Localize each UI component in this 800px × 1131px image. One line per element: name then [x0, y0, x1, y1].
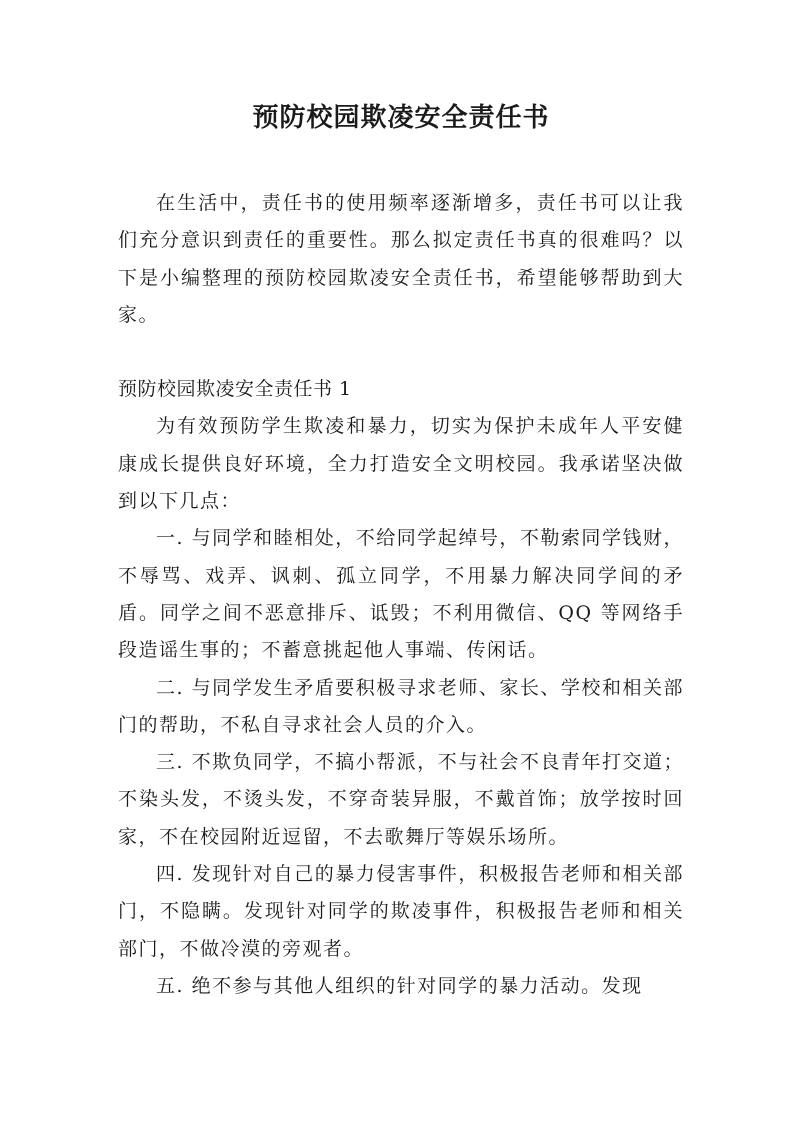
- document-body: [118, 185, 684, 1005]
- document-title: 预防校园欺凌安全责任书: [252, 103, 550, 133]
- section-heading: 预防校园欺凌安全责任书 1: [118, 378, 352, 401]
- rule-item-5: 五. 绝不参与其他人组织的针对同学的暴力活动。发现: [156, 974, 643, 997]
- rule-item-2: 二. 与同学发生矛盾要积极寻求老师、家长、学校和相关部门的帮助，不私自寻求社会人员的介入。: [118, 676, 684, 736]
- intro-paragraph: 在生活中，责任书的使用频率逐渐增多，责任书可以让我们充分意识到责任的重要性。那么拟定责任书真的很难吗？以下是小编整理的预防校园欺凌安全责任书，希望能够帮助到大家。: [118, 192, 684, 326]
- rule-item-1: 一. 与同学和睦相处，不给同学起绰号，不勒索同学钱财，不辱骂、戏弄、讽刺、孤立同学，不用暴力解决同学间的矛盾。同学之间不恶意排斥、诋毁；不利用微信、QQ 等网络手段造谣生事的；不蓄意挑起他人事端、传闲话。: [118, 527, 684, 662]
- rule-item-4: 四. 发现针对自己的暴力侵害事件，积极报告老师和相关部门，不隐瞒。发现针对同学的欺凌事件，积极报告老师和相关部门，不做冷漠的旁观者。: [118, 863, 684, 960]
- commitment-paragraph: 为有效预防学生欺凌和暴力，切实为保护未成年人平安健康成长提供良好环境，全力打造安全文明校园。我承诺坚决做到以下几点：: [118, 415, 684, 513]
- rule-item-3: 三. 不欺负同学，不搞小帮派，不与社会不良青年打交道；不染头发，不烫头发，不穿奇装异服，不戴首饰；放学按时回家，不在校园附近逗留，不去歌舞厅等娱乐场所。: [118, 751, 684, 848]
